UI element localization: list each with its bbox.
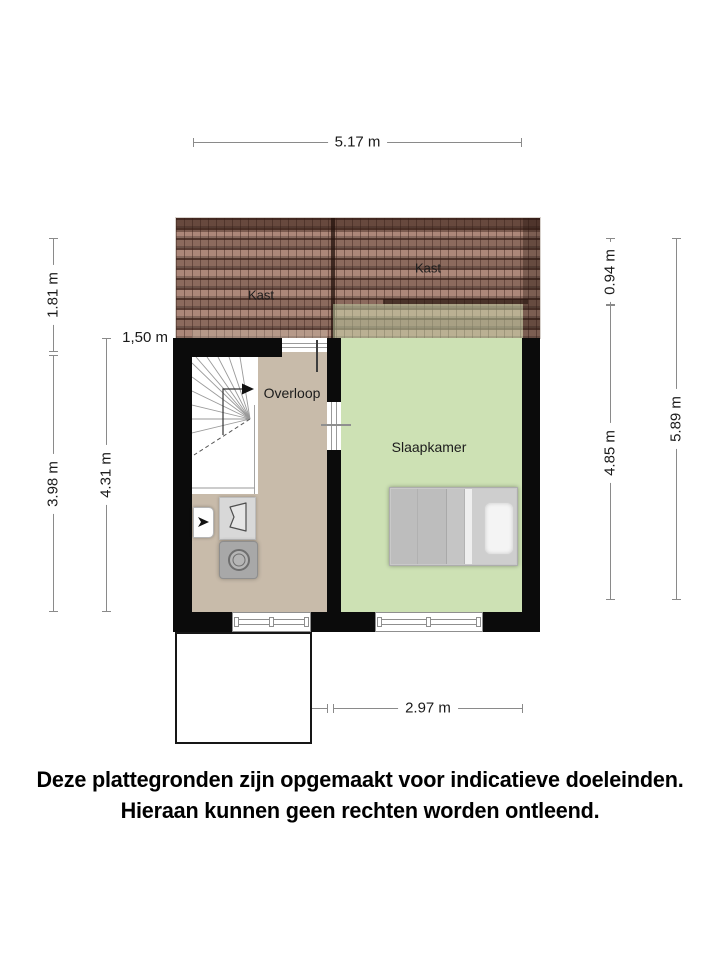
window-slaapkamer bbox=[375, 612, 483, 632]
wall-overloop-top bbox=[192, 338, 282, 357]
dim-right-outer bbox=[667, 238, 685, 600]
room-label-overloop: Overloop bbox=[263, 385, 321, 401]
single-bed bbox=[389, 487, 518, 566]
dim-right-inner-lower bbox=[601, 305, 619, 600]
door-opening-slaapkamer bbox=[327, 402, 341, 450]
wall-left bbox=[173, 338, 192, 632]
roof-ridge-shade bbox=[176, 218, 540, 232]
window-overloop bbox=[232, 612, 311, 632]
roof-green-tint bbox=[333, 304, 523, 338]
dim-bottom-right bbox=[333, 699, 523, 717]
room-label-slaapkamer: Slaapkamer bbox=[391, 439, 467, 455]
roof-right-edge-shade bbox=[523, 218, 540, 338]
wall-bottom bbox=[173, 612, 540, 632]
ventilation-unit bbox=[193, 507, 214, 538]
dim-left-outer-lower bbox=[44, 355, 62, 612]
bed-fold bbox=[447, 489, 465, 564]
opening-post bbox=[316, 340, 318, 372]
room-label-kast-right: Kast bbox=[414, 260, 442, 276]
bed-pillow bbox=[484, 502, 514, 555]
dormer-outline bbox=[175, 632, 312, 744]
disclaimer-line2: Hieraan kunnen geen rechten worden ontleend. bbox=[120, 798, 600, 823]
dim-left-outer-upper bbox=[44, 238, 62, 352]
staircase-drawing bbox=[192, 357, 258, 494]
dim-top-label: 5.17 m bbox=[328, 134, 388, 151]
washing-machine bbox=[219, 541, 258, 579]
wall-overloop-slaapkamer bbox=[327, 338, 341, 612]
roof-beige-tint bbox=[192, 330, 327, 338]
dim-left-inner bbox=[97, 338, 115, 612]
sink-unit bbox=[219, 497, 256, 540]
door-opening-tick bbox=[321, 424, 351, 426]
wall-right bbox=[522, 338, 540, 632]
roof-knee-beam bbox=[383, 299, 528, 304]
bed-sheet-edge bbox=[465, 489, 472, 564]
disclaimer-text bbox=[14, 764, 705, 826]
dim-right-inner-upper bbox=[601, 238, 619, 305]
disclaimer-line1: Deze plattegronden zijn opgemaakt voor indicatieve doeleinden. bbox=[36, 767, 684, 792]
dim-left-outer-lower-label: 3.98 m bbox=[45, 454, 62, 514]
dim-left-outer-upper-label: 1.81 m bbox=[45, 265, 62, 325]
room-slaapkamer-floor bbox=[341, 338, 522, 612]
dim-knee-left-label: 1,50 m bbox=[122, 329, 168, 346]
washer-drum-icon bbox=[228, 549, 250, 571]
dim-right-inner-upper-label: 0.94 m bbox=[602, 242, 619, 302]
ventilation-arrow-icon bbox=[194, 508, 213, 537]
bed-blanket-crease bbox=[417, 489, 418, 564]
dim-right-inner-lower-label: 4.85 m bbox=[602, 423, 619, 483]
roof-tiles bbox=[176, 218, 540, 338]
dim-right-outer-label: 5.89 m bbox=[668, 389, 685, 449]
bed-blanket bbox=[391, 489, 447, 564]
dim-top bbox=[193, 133, 522, 151]
staircase bbox=[192, 357, 258, 494]
dim-left-inner-label: 4.31 m bbox=[98, 445, 115, 505]
sink-basin-icon bbox=[220, 498, 255, 539]
room-label-kast-left: Kast bbox=[247, 287, 275, 303]
opening-overloop-kast bbox=[282, 338, 327, 352]
dim-bottom-right-label: 2.97 m bbox=[398, 700, 458, 717]
stair-direction-arrow-icon bbox=[242, 384, 254, 395]
